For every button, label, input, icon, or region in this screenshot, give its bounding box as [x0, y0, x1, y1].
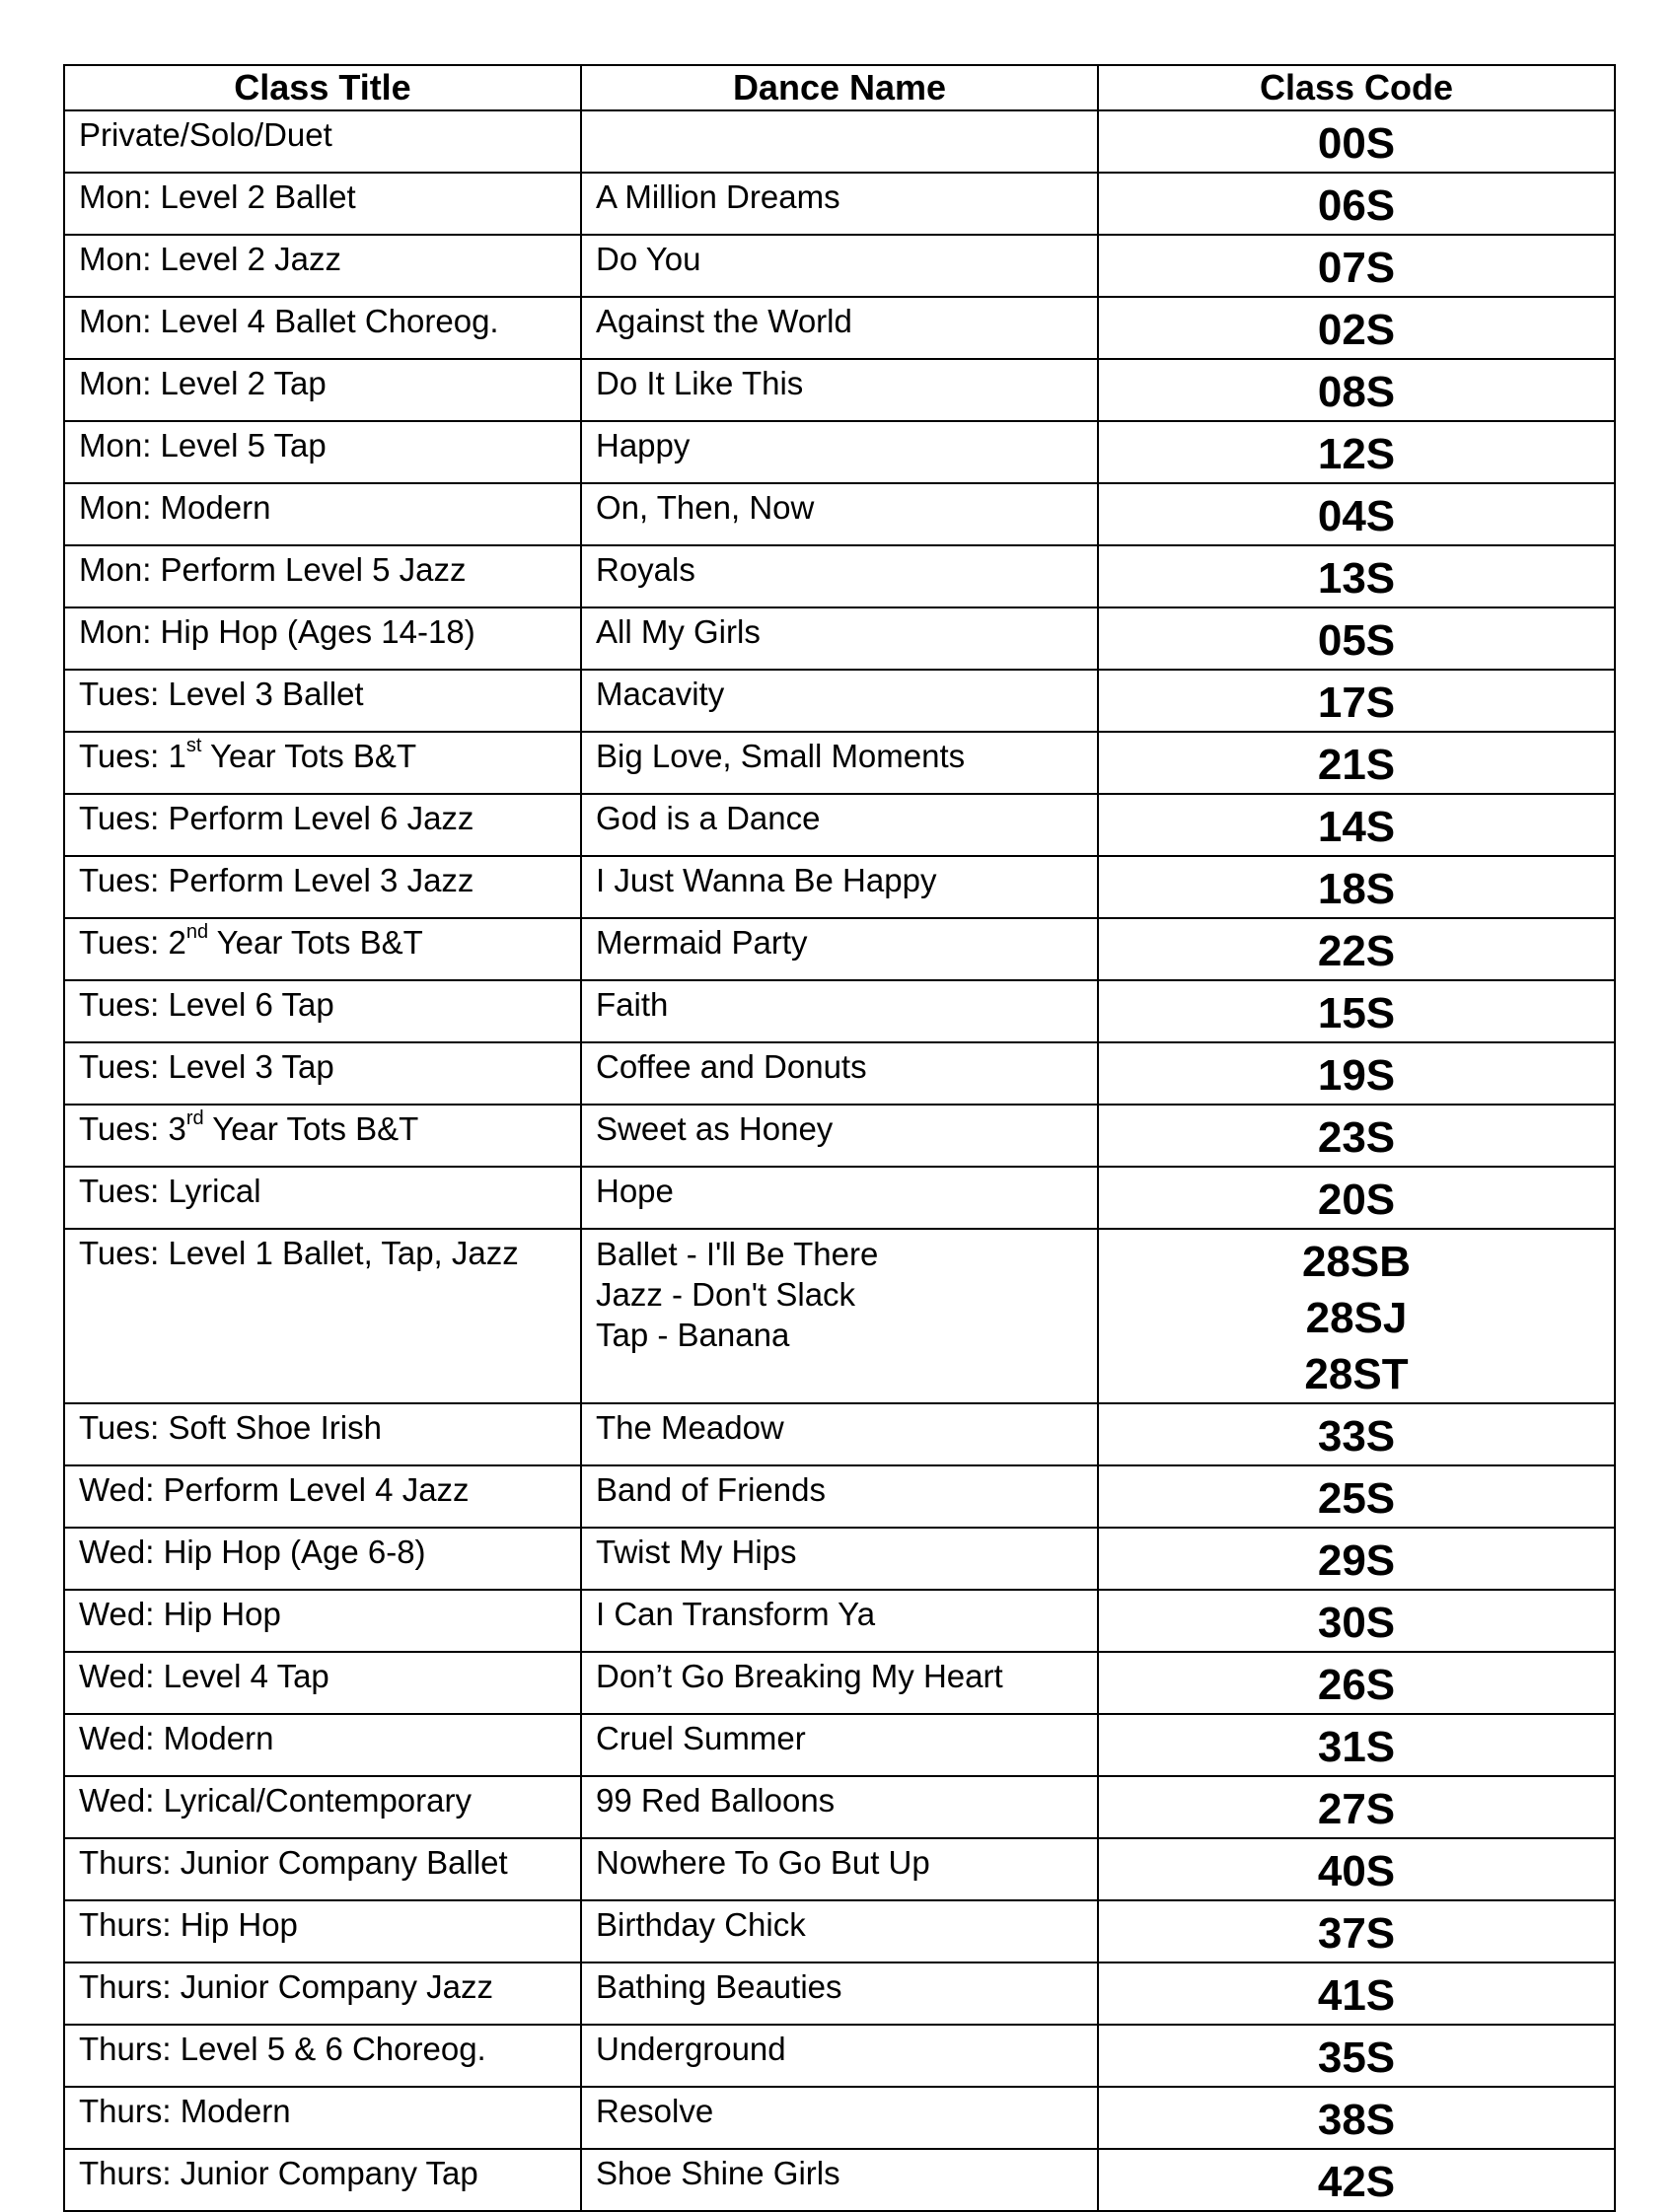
class-title-text: Year Tots B&T [208, 924, 423, 961]
table-row [64, 1590, 1615, 1652]
class-code-cell: 08S [1098, 359, 1615, 421]
header-dance-name: Dance Name [581, 65, 1098, 110]
table-row [64, 173, 1615, 235]
table-row [64, 297, 1615, 359]
class-code-cell: 20S [1098, 1167, 1615, 1229]
class-code-cell: 05S [1098, 607, 1615, 670]
dance-name-cell: Big Love, Small Moments [581, 732, 1098, 794]
table-row [64, 918, 1615, 980]
dance-name-cell [581, 110, 1098, 173]
dance-name-cell [581, 1229, 1098, 1403]
class-code-cell: 35S [1098, 2025, 1615, 2087]
table-row [64, 856, 1615, 918]
class-title-cell: Mon: Level 2 Ballet [64, 173, 581, 235]
dance-name-cell: Band of Friends [581, 1465, 1098, 1528]
table-row [64, 980, 1615, 1042]
class-title-cell: Wed: Modern [64, 1714, 581, 1776]
dance-name-cell: Faith [581, 980, 1098, 1042]
dance-name-line: Jazz - Don't Slack [596, 1276, 856, 1313]
table-row [64, 794, 1615, 856]
class-code-cell: 26S [1098, 1652, 1615, 1714]
class-code-cell: 22S [1098, 918, 1615, 980]
table-row [64, 670, 1615, 732]
dance-name-cell: Happy [581, 421, 1098, 483]
class-code-cell: 40S [1098, 1838, 1615, 1900]
table-row [64, 483, 1615, 545]
class-code-line: 28SJ [1305, 1294, 1408, 1342]
class-title-cell: Tues: Perform Level 3 Jazz [64, 856, 581, 918]
dance-name-cell: Mermaid Party [581, 918, 1098, 980]
table-row [64, 1403, 1615, 1465]
dance-name-cell: Cruel Summer [581, 1714, 1098, 1776]
class-code-cell: 31S [1098, 1714, 1615, 1776]
class-title-cell: Tues: Level 3 Ballet [64, 670, 581, 732]
dance-name-cell: Macavity [581, 670, 1098, 732]
class-title-cell: Mon: Level 4 Ballet Choreog. [64, 297, 581, 359]
table-header-row [64, 65, 1615, 110]
ordinal-suffix: nd [185, 921, 209, 943]
dance-name-cell: The Meadow [581, 1403, 1098, 1465]
class-code-line: 28ST [1304, 1350, 1409, 1398]
class-code-cell: 02S [1098, 297, 1615, 359]
class-code-cell: 13S [1098, 545, 1615, 607]
class-code-cell: 21S [1098, 732, 1615, 794]
class-code-cell: 27S [1098, 1776, 1615, 1838]
dance-name-cell: I Can Transform Ya [581, 1590, 1098, 1652]
table-row [64, 1042, 1615, 1105]
dance-name-cell: Hope [581, 1167, 1098, 1229]
class-code-cell: 12S [1098, 421, 1615, 483]
class-title-cell: Mon: Perform Level 5 Jazz [64, 545, 581, 607]
dance-name-cell: Do It Like This [581, 359, 1098, 421]
class-code-cell: 18S [1098, 856, 1615, 918]
dance-name-cell: Against the World [581, 297, 1098, 359]
dance-name-cell: Do You [581, 235, 1098, 297]
dance-name-cell: Royals [581, 545, 1098, 607]
class-title-cell: Wed: Perform Level 4 Jazz [64, 1465, 581, 1528]
class-code-cell: 15S [1098, 980, 1615, 1042]
class-code-cell: 06S [1098, 173, 1615, 235]
class-title-cell: Thurs: Hip Hop [64, 1900, 581, 1962]
table-row [64, 732, 1615, 794]
class-code-cell: 30S [1098, 1590, 1615, 1652]
dance-name-cell: Birthday Chick [581, 1900, 1098, 1962]
class-title-cell: Wed: Level 4 Tap [64, 1652, 581, 1714]
class-code-cell: 38S [1098, 2087, 1615, 2149]
class-title-cell: Thurs: Junior Company Tap [64, 2149, 581, 2211]
class-code-cell: 42S [1098, 2149, 1615, 2211]
class-title-cell: Thurs: Modern [64, 2087, 581, 2149]
class-title-cell: Private/Solo/Duet [64, 110, 581, 173]
class-title-cell: Thurs: Level 5 & 6 Choreog. [64, 2025, 581, 2087]
class-title-cell: Mon: Hip Hop (Ages 14-18) [64, 607, 581, 670]
table-row [64, 1714, 1615, 1776]
dance-name-cell: All My Girls [581, 607, 1098, 670]
table-row [64, 1528, 1615, 1590]
class-title-cell: Mon: Level 5 Tap [64, 421, 581, 483]
dance-name-line: Ballet - I'll Be There [596, 1236, 879, 1272]
dance-name-cell: Coffee and Donuts [581, 1042, 1098, 1105]
class-title-text: Tues: 2 [79, 924, 186, 961]
class-code-document [63, 64, 1614, 2212]
ordinal-suffix: rd [185, 1107, 204, 1129]
class-title-cell: Tues: Perform Level 6 Jazz [64, 794, 581, 856]
table-row [64, 1105, 1615, 1167]
table-row [64, 1900, 1615, 1962]
class-code-cell: 23S [1098, 1105, 1615, 1167]
class-title-text: Year Tots B&T [201, 738, 417, 774]
table-row [64, 2025, 1615, 2087]
class-title-cell: Tues: Level 6 Tap [64, 980, 581, 1042]
dance-name-cell: Resolve [581, 2087, 1098, 2149]
class-title-cell: Tues: Level 3 Tap [64, 1042, 581, 1105]
class-title-cell [64, 732, 581, 794]
class-code-cell: 37S [1098, 1900, 1615, 1962]
class-title-cell: Tues: Level 1 Ballet, Tap, Jazz [64, 1229, 581, 1403]
class-code-line: 28SB [1301, 1238, 1412, 1286]
class-code-cell: 33S [1098, 1403, 1615, 1465]
class-title-cell: Thurs: Junior Company Ballet [64, 1838, 581, 1900]
header-class-code: Class Code [1098, 65, 1615, 110]
class-code-cell: 19S [1098, 1042, 1615, 1105]
dance-name-cell: A Million Dreams [581, 173, 1098, 235]
dance-name-cell: Twist My Hips [581, 1528, 1098, 1590]
class-title-cell: Mon: Modern [64, 483, 581, 545]
table-row [64, 1838, 1615, 1900]
dance-name-line: Tap - Banana [596, 1317, 790, 1353]
dance-name-cell: Bathing Beauties [581, 1962, 1098, 2025]
class-code-cell: 25S [1098, 1465, 1615, 1528]
dance-name-cell: 99 Red Balloons [581, 1776, 1098, 1838]
class-title-cell [64, 918, 581, 980]
class-code-cell: 04S [1098, 483, 1615, 545]
dance-name-cell: Shoe Shine Girls [581, 2149, 1098, 2211]
class-title-cell: Wed: Hip Hop [64, 1590, 581, 1652]
dance-name-cell: I Just Wanna Be Happy [581, 856, 1098, 918]
table-row [64, 1465, 1615, 1528]
class-code-table [63, 64, 1616, 2212]
table-row [64, 235, 1615, 297]
table-row [64, 545, 1615, 607]
dance-name-cell: On, Then, Now [581, 483, 1098, 545]
dance-name-cell: God is a Dance [581, 794, 1098, 856]
class-code-cell: 07S [1098, 235, 1615, 297]
class-code-cell: 29S [1098, 1528, 1615, 1590]
class-code-cell: 00S [1098, 110, 1615, 173]
table-row [64, 421, 1615, 483]
table-row [64, 110, 1615, 173]
header-class-title: Class Title [64, 65, 581, 110]
class-code-cell: 17S [1098, 670, 1615, 732]
class-title-cell: Wed: Lyrical/Contemporary [64, 1776, 581, 1838]
class-title-cell: Tues: Soft Shoe Irish [64, 1403, 581, 1465]
dance-name-cell: Don’t Go Breaking My Heart [581, 1652, 1098, 1714]
table-row [64, 2087, 1615, 2149]
class-title-cell [64, 1105, 581, 1167]
class-title-cell: Mon: Level 2 Jazz [64, 235, 581, 297]
dance-name-cell: Sweet as Honey [581, 1105, 1098, 1167]
table-row [64, 1652, 1615, 1714]
class-title-cell: Thurs: Junior Company Jazz [64, 1962, 581, 2025]
table-row [64, 607, 1615, 670]
class-code-cell: 14S [1098, 794, 1615, 856]
dance-name-cell: Nowhere To Go But Up [581, 1838, 1098, 1900]
class-title-cell: Tues: Lyrical [64, 1167, 581, 1229]
table-row [64, 1776, 1615, 1838]
class-title-cell: Wed: Hip Hop (Age 6-8) [64, 1528, 581, 1590]
class-code-cell: 41S [1098, 1962, 1615, 2025]
table-row [64, 2149, 1615, 2211]
table-row [64, 1962, 1615, 2025]
ordinal-suffix: st [185, 735, 202, 756]
class-title-text: Tues: 3 [79, 1110, 186, 1147]
class-title-text: Year Tots B&T [203, 1110, 419, 1147]
table-row [64, 1167, 1615, 1229]
table-row [64, 1229, 1615, 1403]
dance-name-cell: Underground [581, 2025, 1098, 2087]
class-title-text: Tues: 1 [79, 738, 186, 774]
table-row [64, 359, 1615, 421]
class-title-cell: Mon: Level 2 Tap [64, 359, 581, 421]
class-code-cell [1098, 1229, 1615, 1403]
